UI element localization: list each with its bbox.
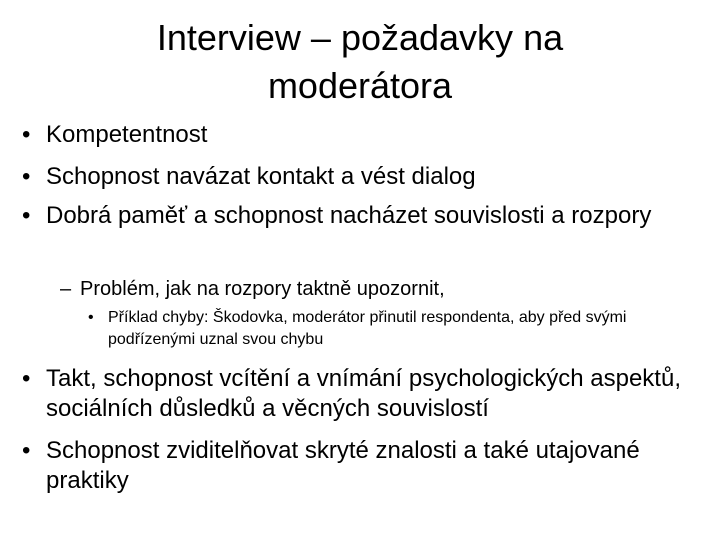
- bullet-icon: •: [22, 202, 31, 229]
- bullet-item-3: [22, 201, 692, 231]
- bullet-icon: •: [22, 163, 31, 190]
- bullet-text: Dobrá paměť a schopnost nacházet souvislosti a rozpory: [46, 202, 652, 229]
- sub-item-text: Problém, jak na rozpory taktně upozornit,: [80, 278, 445, 300]
- bullet-icon: •: [88, 309, 94, 326]
- sub-sub-item-text: Příklad chyby: Škodovka, moderátor přinutil respondenta, aby před svými podřízenými uznal svou chybu: [108, 309, 627, 348]
- bullet-item-2: [22, 162, 692, 192]
- bullet-text: Takt, schopnost vcítění a vnímání psychologických aspektů, sociálních důsledků a věcných souvislostí: [46, 365, 681, 422]
- bullet-icon: •: [22, 437, 31, 464]
- bullet-item-1: [22, 120, 692, 150]
- slide-title-line-1: Interview – požadavky na: [156, 17, 564, 58]
- dash-icon: –: [60, 278, 72, 300]
- bullet-item-5: [22, 436, 692, 496]
- slide-title: [60, 14, 660, 110]
- bullet-icon: •: [22, 121, 31, 148]
- bullet-icon: •: [22, 365, 31, 392]
- sub-item: [60, 277, 680, 301]
- bullet-text: Kompetentnost: [46, 121, 208, 148]
- bullet-text: Schopnost zviditelňovat skryté znalosti a také utajované praktiky: [46, 437, 640, 494]
- bullet-text: Schopnost navázat kontakt a vést dialog: [46, 163, 476, 190]
- bullet-item-4: [22, 364, 692, 424]
- sub-sub-item: [88, 307, 688, 351]
- slide-title-line-2: moderátora: [267, 65, 453, 106]
